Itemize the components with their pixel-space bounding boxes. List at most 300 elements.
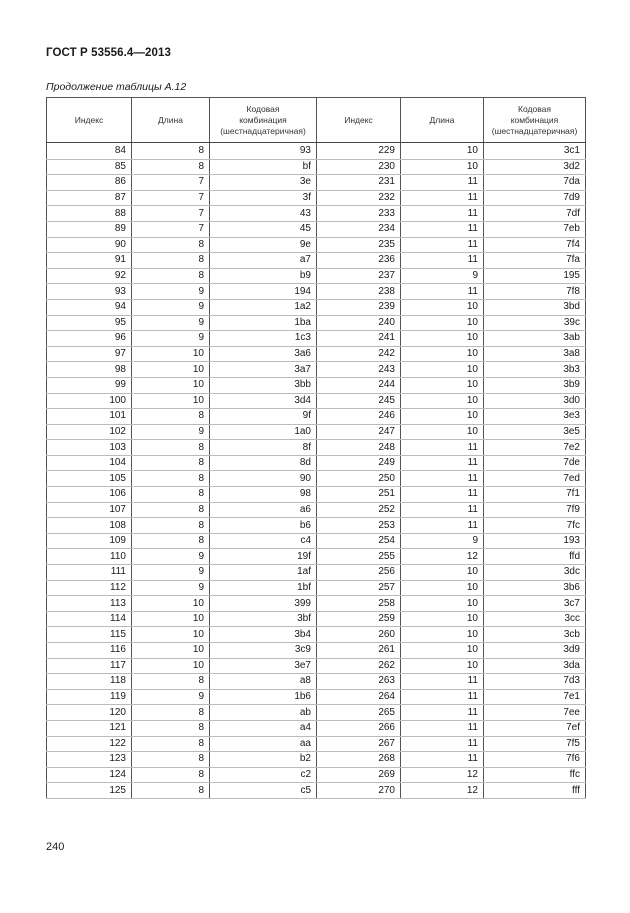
table-cell: 93 (210, 143, 317, 160)
table-cell: 234 (317, 221, 401, 237)
table-cell: 239 (317, 299, 401, 315)
table-cell: c5 (210, 783, 317, 799)
table-cell: 267 (317, 736, 401, 752)
table-cell: 3bb (210, 377, 317, 393)
column-header: Индекс (317, 98, 401, 143)
table-cell: 7 (132, 175, 210, 191)
table-cell: 86 (47, 175, 132, 191)
table-cell: 7d9 (484, 190, 586, 206)
table-cell: 112 (47, 580, 132, 596)
table-cell: 7f8 (484, 284, 586, 300)
table-row (47, 549, 586, 565)
table-row (47, 237, 586, 253)
table-cell: 245 (317, 393, 401, 409)
table-cell: 7e2 (484, 440, 586, 456)
table-cell: 232 (317, 190, 401, 206)
table-cell: 10 (401, 565, 484, 581)
table-row (47, 455, 586, 471)
table-cell: 85 (47, 159, 132, 175)
table-cell: 124 (47, 767, 132, 783)
table-cell: 1af (210, 565, 317, 581)
table-cell: 3cb (484, 627, 586, 643)
table-cell: 8 (132, 455, 210, 471)
table-cell: 236 (317, 253, 401, 269)
table-cell: 7ee (484, 705, 586, 721)
table-row (47, 393, 586, 409)
table-cell: 10 (401, 346, 484, 362)
table-cell: 1c3 (210, 331, 317, 347)
table-cell: 7 (132, 190, 210, 206)
table-cell: 106 (47, 487, 132, 503)
table-cell: 102 (47, 424, 132, 440)
table-cell: 11 (401, 736, 484, 752)
table-cell: 8 (132, 159, 210, 175)
table-cell: 90 (210, 471, 317, 487)
table-cell: 115 (47, 627, 132, 643)
table-row (47, 767, 586, 783)
code-table-container (46, 97, 585, 799)
table-cell: 1bf (210, 580, 317, 596)
table-body (47, 143, 586, 799)
table-cell: 9 (132, 299, 210, 315)
table-row (47, 315, 586, 331)
table-cell: 10 (401, 299, 484, 315)
table-cell: 8 (132, 409, 210, 425)
table-cell: 10 (132, 393, 210, 409)
table-cell: 8 (132, 268, 210, 284)
table-cell: 257 (317, 580, 401, 596)
table-cell: 109 (47, 533, 132, 549)
table-cell: a7 (210, 253, 317, 269)
table-cell: 8f (210, 440, 317, 456)
table-cell: 11 (401, 518, 484, 534)
table-cell: 10 (401, 409, 484, 425)
table-row (47, 299, 586, 315)
table-row (47, 674, 586, 690)
table-row (47, 643, 586, 659)
table-cell: 3e5 (484, 424, 586, 440)
table-cell: 249 (317, 455, 401, 471)
table-row (47, 720, 586, 736)
table-cell: 100 (47, 393, 132, 409)
table-row (47, 783, 586, 799)
table-cell: 3f (210, 190, 317, 206)
table-cell: 9 (132, 565, 210, 581)
table-cell: 11 (401, 253, 484, 269)
column-header: Кодовая комбинация (шестнадцатеричная) (484, 98, 586, 143)
table-cell: 10 (401, 362, 484, 378)
column-header: Кодовая комбинация (шестнадцатеричная) (210, 98, 317, 143)
table-cell: 9 (401, 268, 484, 284)
table-cell: 98 (47, 362, 132, 378)
table-cell: 10 (401, 393, 484, 409)
table-cell: b9 (210, 268, 317, 284)
table-cell: 9 (132, 424, 210, 440)
table-cell: a4 (210, 720, 317, 736)
table-cell: 43 (210, 206, 317, 222)
table-cell: 8 (132, 143, 210, 160)
table-cell: 12 (401, 767, 484, 783)
table-cell: 7da (484, 175, 586, 191)
table-cell: 1ba (210, 315, 317, 331)
table-cell: 119 (47, 689, 132, 705)
table-cell: 10 (132, 611, 210, 627)
document-id: ГОСТ Р 53556.4—2013 (46, 47, 171, 59)
table-cell: 10 (401, 627, 484, 643)
table-cell: 113 (47, 596, 132, 612)
table-cell: 105 (47, 471, 132, 487)
table-cell: 8 (132, 720, 210, 736)
table-cell: ab (210, 705, 317, 721)
table-cell: 3d9 (484, 643, 586, 659)
table-cell: 251 (317, 487, 401, 503)
table-cell: 7 (132, 221, 210, 237)
table-cell: 10 (401, 658, 484, 674)
table-row (47, 705, 586, 721)
table-cell: 10 (401, 315, 484, 331)
table-row (47, 736, 586, 752)
table-cell: 104 (47, 455, 132, 471)
table-cell: 10 (132, 596, 210, 612)
table-cell: 107 (47, 502, 132, 518)
table-cell: 3d2 (484, 159, 586, 175)
table-row (47, 471, 586, 487)
table-row (47, 221, 586, 237)
table-cell: 266 (317, 720, 401, 736)
table-cell: 9 (401, 533, 484, 549)
table-cell: 123 (47, 752, 132, 768)
table-cell: 7f1 (484, 487, 586, 503)
table-cell: 11 (401, 237, 484, 253)
table-row (47, 159, 586, 175)
table-cell: 3a8 (484, 346, 586, 362)
table-cell: 7ed (484, 471, 586, 487)
table-cell: 11 (401, 190, 484, 206)
table-cell: 235 (317, 237, 401, 253)
column-header: Длина (401, 98, 484, 143)
table-cell: 242 (317, 346, 401, 362)
table-cell: 248 (317, 440, 401, 456)
table-cell: 3c1 (484, 143, 586, 160)
table-cell: 7df (484, 206, 586, 222)
table-cell: 229 (317, 143, 401, 160)
table-row (47, 440, 586, 456)
table-cell: 8 (132, 440, 210, 456)
table-cell: 99 (47, 377, 132, 393)
table-cell: 87 (47, 190, 132, 206)
table-cell: 233 (317, 206, 401, 222)
table-cell: 3c7 (484, 596, 586, 612)
table-cell: 240 (317, 315, 401, 331)
table-cell: 11 (401, 440, 484, 456)
table-cell: 8 (132, 237, 210, 253)
table-cell: ffc (484, 767, 586, 783)
table-cell: 8 (132, 471, 210, 487)
table-cell: 114 (47, 611, 132, 627)
table-cell: 10 (132, 643, 210, 659)
table-cell: 12 (401, 783, 484, 799)
table-cell: 120 (47, 705, 132, 721)
table-cell: 125 (47, 783, 132, 799)
table-cell: 7 (132, 206, 210, 222)
table-cell: 3b4 (210, 627, 317, 643)
table-cell: 10 (401, 424, 484, 440)
table-cell: 8d (210, 455, 317, 471)
table-cell: 116 (47, 643, 132, 659)
table-row (47, 346, 586, 362)
table-cell: 9f (210, 409, 317, 425)
table-row (47, 565, 586, 581)
table-cell: 3cc (484, 611, 586, 627)
table-cell: 261 (317, 643, 401, 659)
table-cell: 11 (401, 487, 484, 503)
table-cell: 3bd (484, 299, 586, 315)
table-cell: 7de (484, 455, 586, 471)
table-cell: 3dc (484, 565, 586, 581)
table-cell: 96 (47, 331, 132, 347)
table-row (47, 175, 586, 191)
table-row (47, 487, 586, 503)
table-row (47, 611, 586, 627)
table-cell: 9 (132, 331, 210, 347)
table-cell: 10 (401, 643, 484, 659)
table-cell: 3c9 (210, 643, 317, 659)
table-cell: 103 (47, 440, 132, 456)
table-cell: 7d3 (484, 674, 586, 690)
table-cell: 89 (47, 221, 132, 237)
table-cell: 110 (47, 549, 132, 565)
table-cell: 256 (317, 565, 401, 581)
table-cell: 11 (401, 221, 484, 237)
table-cell: 243 (317, 362, 401, 378)
table-cell: 10 (132, 377, 210, 393)
table-cell: 238 (317, 284, 401, 300)
table-cell: 264 (317, 689, 401, 705)
table-cell: 252 (317, 502, 401, 518)
table-cell: 12 (401, 549, 484, 565)
table-cell: c4 (210, 533, 317, 549)
table-cell: 1a0 (210, 424, 317, 440)
table-row (47, 143, 586, 160)
table-cell: 8 (132, 518, 210, 534)
table-cell: 10 (132, 627, 210, 643)
table-cell: ffd (484, 549, 586, 565)
table-cell: 39c (484, 315, 586, 331)
table-cell: 3ab (484, 331, 586, 347)
table-row (47, 331, 586, 347)
table-row (47, 268, 586, 284)
table-cell: 88 (47, 206, 132, 222)
table-cell: 11 (401, 689, 484, 705)
table-cell: 7f9 (484, 502, 586, 518)
table-cell: 8 (132, 253, 210, 269)
table-cell: 121 (47, 720, 132, 736)
table-cell: a8 (210, 674, 317, 690)
table-cell: 195 (484, 268, 586, 284)
table-cell: 10 (401, 377, 484, 393)
table-cell: 11 (401, 502, 484, 518)
table-cell: 263 (317, 674, 401, 690)
table-cell: c2 (210, 767, 317, 783)
table-caption: Продолжение таблицы А.12 (46, 81, 187, 93)
table-cell: 10 (401, 159, 484, 175)
table-cell: 84 (47, 143, 132, 160)
table-cell: 9 (132, 580, 210, 596)
table-cell: 91 (47, 253, 132, 269)
table-cell: 268 (317, 752, 401, 768)
table-cell: 265 (317, 705, 401, 721)
table-cell: 3d4 (210, 393, 317, 409)
table-cell: 247 (317, 424, 401, 440)
table-cell: 8 (132, 736, 210, 752)
table-cell: a6 (210, 502, 317, 518)
code-table (46, 97, 586, 799)
table-cell: 3d0 (484, 393, 586, 409)
table-cell: aa (210, 736, 317, 752)
table-cell: 258 (317, 596, 401, 612)
table-cell: b2 (210, 752, 317, 768)
table-cell: 7fa (484, 253, 586, 269)
table-cell: 7f5 (484, 736, 586, 752)
table-cell: 11 (401, 705, 484, 721)
table-cell: 8 (132, 674, 210, 690)
table-cell: 253 (317, 518, 401, 534)
column-header: Индекс (47, 98, 132, 143)
table-cell: 255 (317, 549, 401, 565)
table-cell: 11 (401, 720, 484, 736)
table-cell: 3a6 (210, 346, 317, 362)
table-cell: 3b3 (484, 362, 586, 378)
table-cell: 9e (210, 237, 317, 253)
table-cell: 1b6 (210, 689, 317, 705)
table-cell: 8 (132, 767, 210, 783)
table-cell: 93 (47, 284, 132, 300)
table-row (47, 580, 586, 596)
table-cell: 3bf (210, 611, 317, 627)
table-cell: 260 (317, 627, 401, 643)
table-cell: 118 (47, 674, 132, 690)
page-number: 240 (46, 841, 65, 853)
table-cell: 9 (132, 315, 210, 331)
table-cell: 11 (401, 206, 484, 222)
table-cell: 270 (317, 783, 401, 799)
table-row (47, 658, 586, 674)
table-cell: 111 (47, 565, 132, 581)
table-cell: 10 (401, 580, 484, 596)
table-cell: 92 (47, 268, 132, 284)
table-cell: 399 (210, 596, 317, 612)
table-cell: 262 (317, 658, 401, 674)
table-cell: 259 (317, 611, 401, 627)
table-cell: 7fc (484, 518, 586, 534)
table-cell: 45 (210, 221, 317, 237)
table-row (47, 533, 586, 549)
table-cell: 108 (47, 518, 132, 534)
table-cell: 8 (132, 502, 210, 518)
table-cell: 10 (132, 346, 210, 362)
table-row (47, 409, 586, 425)
table-cell: fff (484, 783, 586, 799)
table-cell: 244 (317, 377, 401, 393)
table-row (47, 284, 586, 300)
table-cell: 10 (132, 658, 210, 674)
table-header-row (47, 98, 586, 143)
table-cell: 7f4 (484, 237, 586, 253)
table-cell: 10 (401, 596, 484, 612)
table-cell: 8 (132, 705, 210, 721)
table-cell: 97 (47, 346, 132, 362)
table-cell: 3e (210, 175, 317, 191)
table-cell: 19f (210, 549, 317, 565)
table-cell: 10 (401, 143, 484, 160)
table-cell: 193 (484, 533, 586, 549)
table-cell: 10 (401, 331, 484, 347)
table-cell: 11 (401, 284, 484, 300)
table-cell: 3b9 (484, 377, 586, 393)
table-cell: 10 (132, 362, 210, 378)
table-cell: 231 (317, 175, 401, 191)
table-cell: 8 (132, 783, 210, 799)
table-row (47, 502, 586, 518)
table-cell: 11 (401, 175, 484, 191)
table-cell: 10 (401, 611, 484, 627)
table-row (47, 596, 586, 612)
table-row (47, 518, 586, 534)
table-row (47, 689, 586, 705)
table-row (47, 424, 586, 440)
table-cell: 9 (132, 689, 210, 705)
table-cell: 8 (132, 533, 210, 549)
table-cell: 194 (210, 284, 317, 300)
table-cell: 8 (132, 487, 210, 503)
table-cell: 7eb (484, 221, 586, 237)
table-row (47, 206, 586, 222)
table-cell: 3b6 (484, 580, 586, 596)
table-cell: 9 (132, 284, 210, 300)
table-row (47, 253, 586, 269)
table-cell: 237 (317, 268, 401, 284)
table-cell: 3da (484, 658, 586, 674)
table-row (47, 627, 586, 643)
table-cell: 11 (401, 752, 484, 768)
table-cell: 3e3 (484, 409, 586, 425)
table-cell: 230 (317, 159, 401, 175)
table-cell: b6 (210, 518, 317, 534)
table-row (47, 752, 586, 768)
table-cell: 11 (401, 674, 484, 690)
table-cell: 1a2 (210, 299, 317, 315)
table-row (47, 377, 586, 393)
table-cell: 95 (47, 315, 132, 331)
table-cell: 254 (317, 533, 401, 549)
table-cell: 3e7 (210, 658, 317, 674)
table-cell: 250 (317, 471, 401, 487)
table-cell: 11 (401, 455, 484, 471)
table-row (47, 190, 586, 206)
table-cell: 3a7 (210, 362, 317, 378)
table-row (47, 362, 586, 378)
table-cell: 246 (317, 409, 401, 425)
table-cell: 7ef (484, 720, 586, 736)
table-cell: 269 (317, 767, 401, 783)
table-cell: 122 (47, 736, 132, 752)
table-cell: 7e1 (484, 689, 586, 705)
table-cell: 7f6 (484, 752, 586, 768)
table-cell: bf (210, 159, 317, 175)
table-cell: 90 (47, 237, 132, 253)
table-cell: 241 (317, 331, 401, 347)
table-cell: 11 (401, 471, 484, 487)
